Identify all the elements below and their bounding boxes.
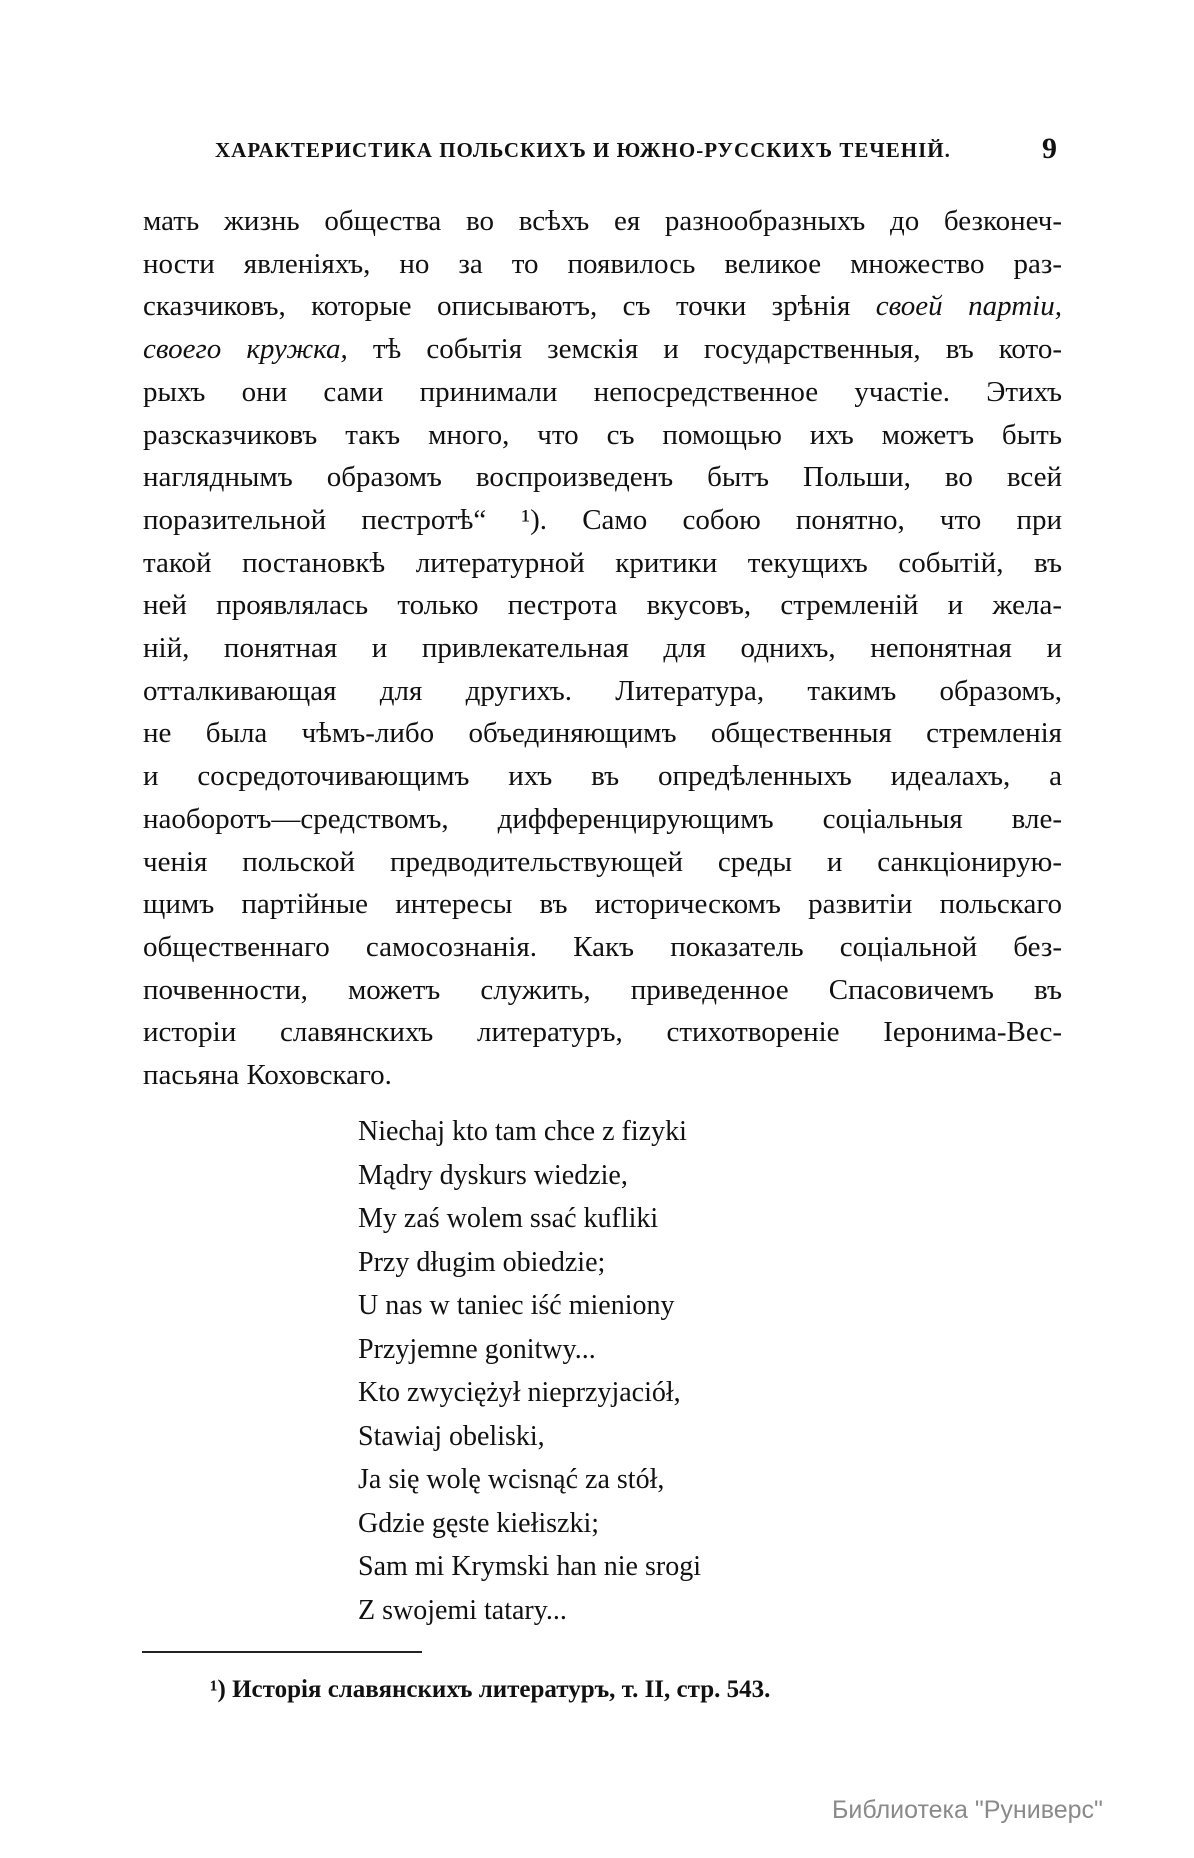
line-text: отталкивающая для другихъ. Литература, такимъ образомъ,	[143, 674, 1062, 707]
body-line	[143, 204, 1062, 238]
body-line	[143, 588, 1062, 622]
italic-phrase: своего кружка,	[143, 333, 348, 366]
line-text: почвенности, можетъ служить, приведенное Спасовичемъ въ	[143, 973, 1062, 1006]
body-line	[143, 247, 1062, 281]
poem-line: Z swojemi tatary...	[358, 1594, 567, 1626]
body-line	[143, 802, 1062, 836]
poem-line: Ja się wolę wcisnąć za stół,	[358, 1464, 665, 1495]
poem-line: Gdzie gęste kiełiszki;	[358, 1507, 600, 1539]
body-line	[143, 631, 1062, 665]
line-text: общественнаго самосознанія. Какъ показатель соціальной без-	[143, 930, 1062, 963]
body-line	[143, 332, 1062, 366]
line-text: и сосредоточивающимъ ихъ въ опредѣленныхъ идеалахъ, а	[143, 760, 1062, 793]
line-text: тѣ событія земскія и государственныя, въ кото-	[347, 333, 1062, 366]
body-line	[143, 1015, 1062, 1049]
body-line	[143, 716, 1062, 750]
poem-line: Kto zwyciężył nieprzyjaciół,	[358, 1377, 681, 1408]
line-text: ности явленіяхъ, но за то появилось великое множество раз-	[143, 247, 1062, 280]
line-text: сказчиковъ, которые описываютъ, съ точки зрѣнія	[143, 290, 876, 323]
body-line	[143, 930, 1062, 964]
line-text: поразительной пестротѣ“ ¹). Само собою понятно, что при	[143, 503, 1062, 536]
body-line	[143, 289, 1062, 323]
line-text: ній, понятная и привлекательная для однихъ, непонятная и	[143, 632, 1062, 664]
line-text: мать жизнь общества во всѣхъ ея разнообразныхъ до безконеч-	[143, 205, 1062, 237]
library-watermark: Библиотека "Руниверс"	[832, 1796, 1103, 1824]
poem-line: Przyjemne gonitwy...	[358, 1333, 596, 1365]
line-text: ченія польской предводительствующей среды и санкціонирую-	[143, 845, 1062, 878]
body-line	[143, 887, 1062, 921]
running-head: ХАРАКТЕРИСТИКА ПОЛЬСКИХЪ И ЮЖНО-РУССКИХЪ ТЕЧЕНІЙ.	[215, 138, 951, 162]
footnote: ¹) Исторія славянскихъ литературъ, т. II, стр. 543.	[210, 1676, 771, 1703]
body-line	[143, 503, 1062, 537]
line-text: такой постановкѣ литературной критики текущихъ событій, въ	[143, 546, 1062, 579]
body-line	[143, 1058, 1062, 1092]
page-number: 9	[1042, 132, 1057, 165]
body-line	[143, 845, 1062, 879]
poem-line: Mądry dyskurs wiedzie,	[358, 1159, 628, 1191]
line-text: рыхъ они сами принимали непосредственное участіе. Этихъ	[143, 375, 1062, 408]
body-line	[143, 674, 1062, 708]
body-line	[143, 418, 1062, 452]
poem-line: My zaś wolem ssać kufliki	[358, 1203, 659, 1234]
line-text: разсказчиковъ такъ много, что съ помощью ихъ можетъ быть	[143, 418, 1062, 451]
line-text: исторіи славянскихъ литературъ, стихотвореніе Іеронима-Вес-	[143, 1016, 1062, 1049]
body-line	[143, 546, 1062, 580]
line-text: пасьяна Коховскаго.	[143, 1059, 392, 1091]
body-line	[143, 759, 1062, 793]
footnote-divider	[142, 1651, 422, 1653]
line-text: наоборотъ—средствомъ, дифференцирующимъ соціальныя вле-	[143, 802, 1062, 835]
body-line	[143, 375, 1062, 409]
line-text: нагляднымъ образомъ воспроизведенъ бытъ Польши, во всей	[143, 461, 1062, 494]
poem-line: Przy długim obiedzie;	[358, 1246, 606, 1278]
italic-phrase: своей партіи,	[875, 290, 1062, 323]
line-text: щимъ партійные интересы въ историческомъ развитіи польскаго	[143, 888, 1062, 921]
line-text: ней проявлялась только пестрота вкусовъ, стремленій и жела-	[143, 589, 1062, 622]
poem-line: Niechaj kto tam chce z fizyki	[358, 1116, 687, 1147]
body-line	[143, 460, 1062, 494]
body-line	[143, 973, 1062, 1007]
poem-line: Sam mi Krymski han nie srogi	[358, 1551, 701, 1582]
poem-line: U nas w taniec iść mieniony	[358, 1290, 675, 1321]
poem-line: Stawiaj obeliski,	[358, 1420, 545, 1452]
line-text: не была чѣмъ-либо объединяющимъ общественныя стремленія	[143, 717, 1062, 750]
